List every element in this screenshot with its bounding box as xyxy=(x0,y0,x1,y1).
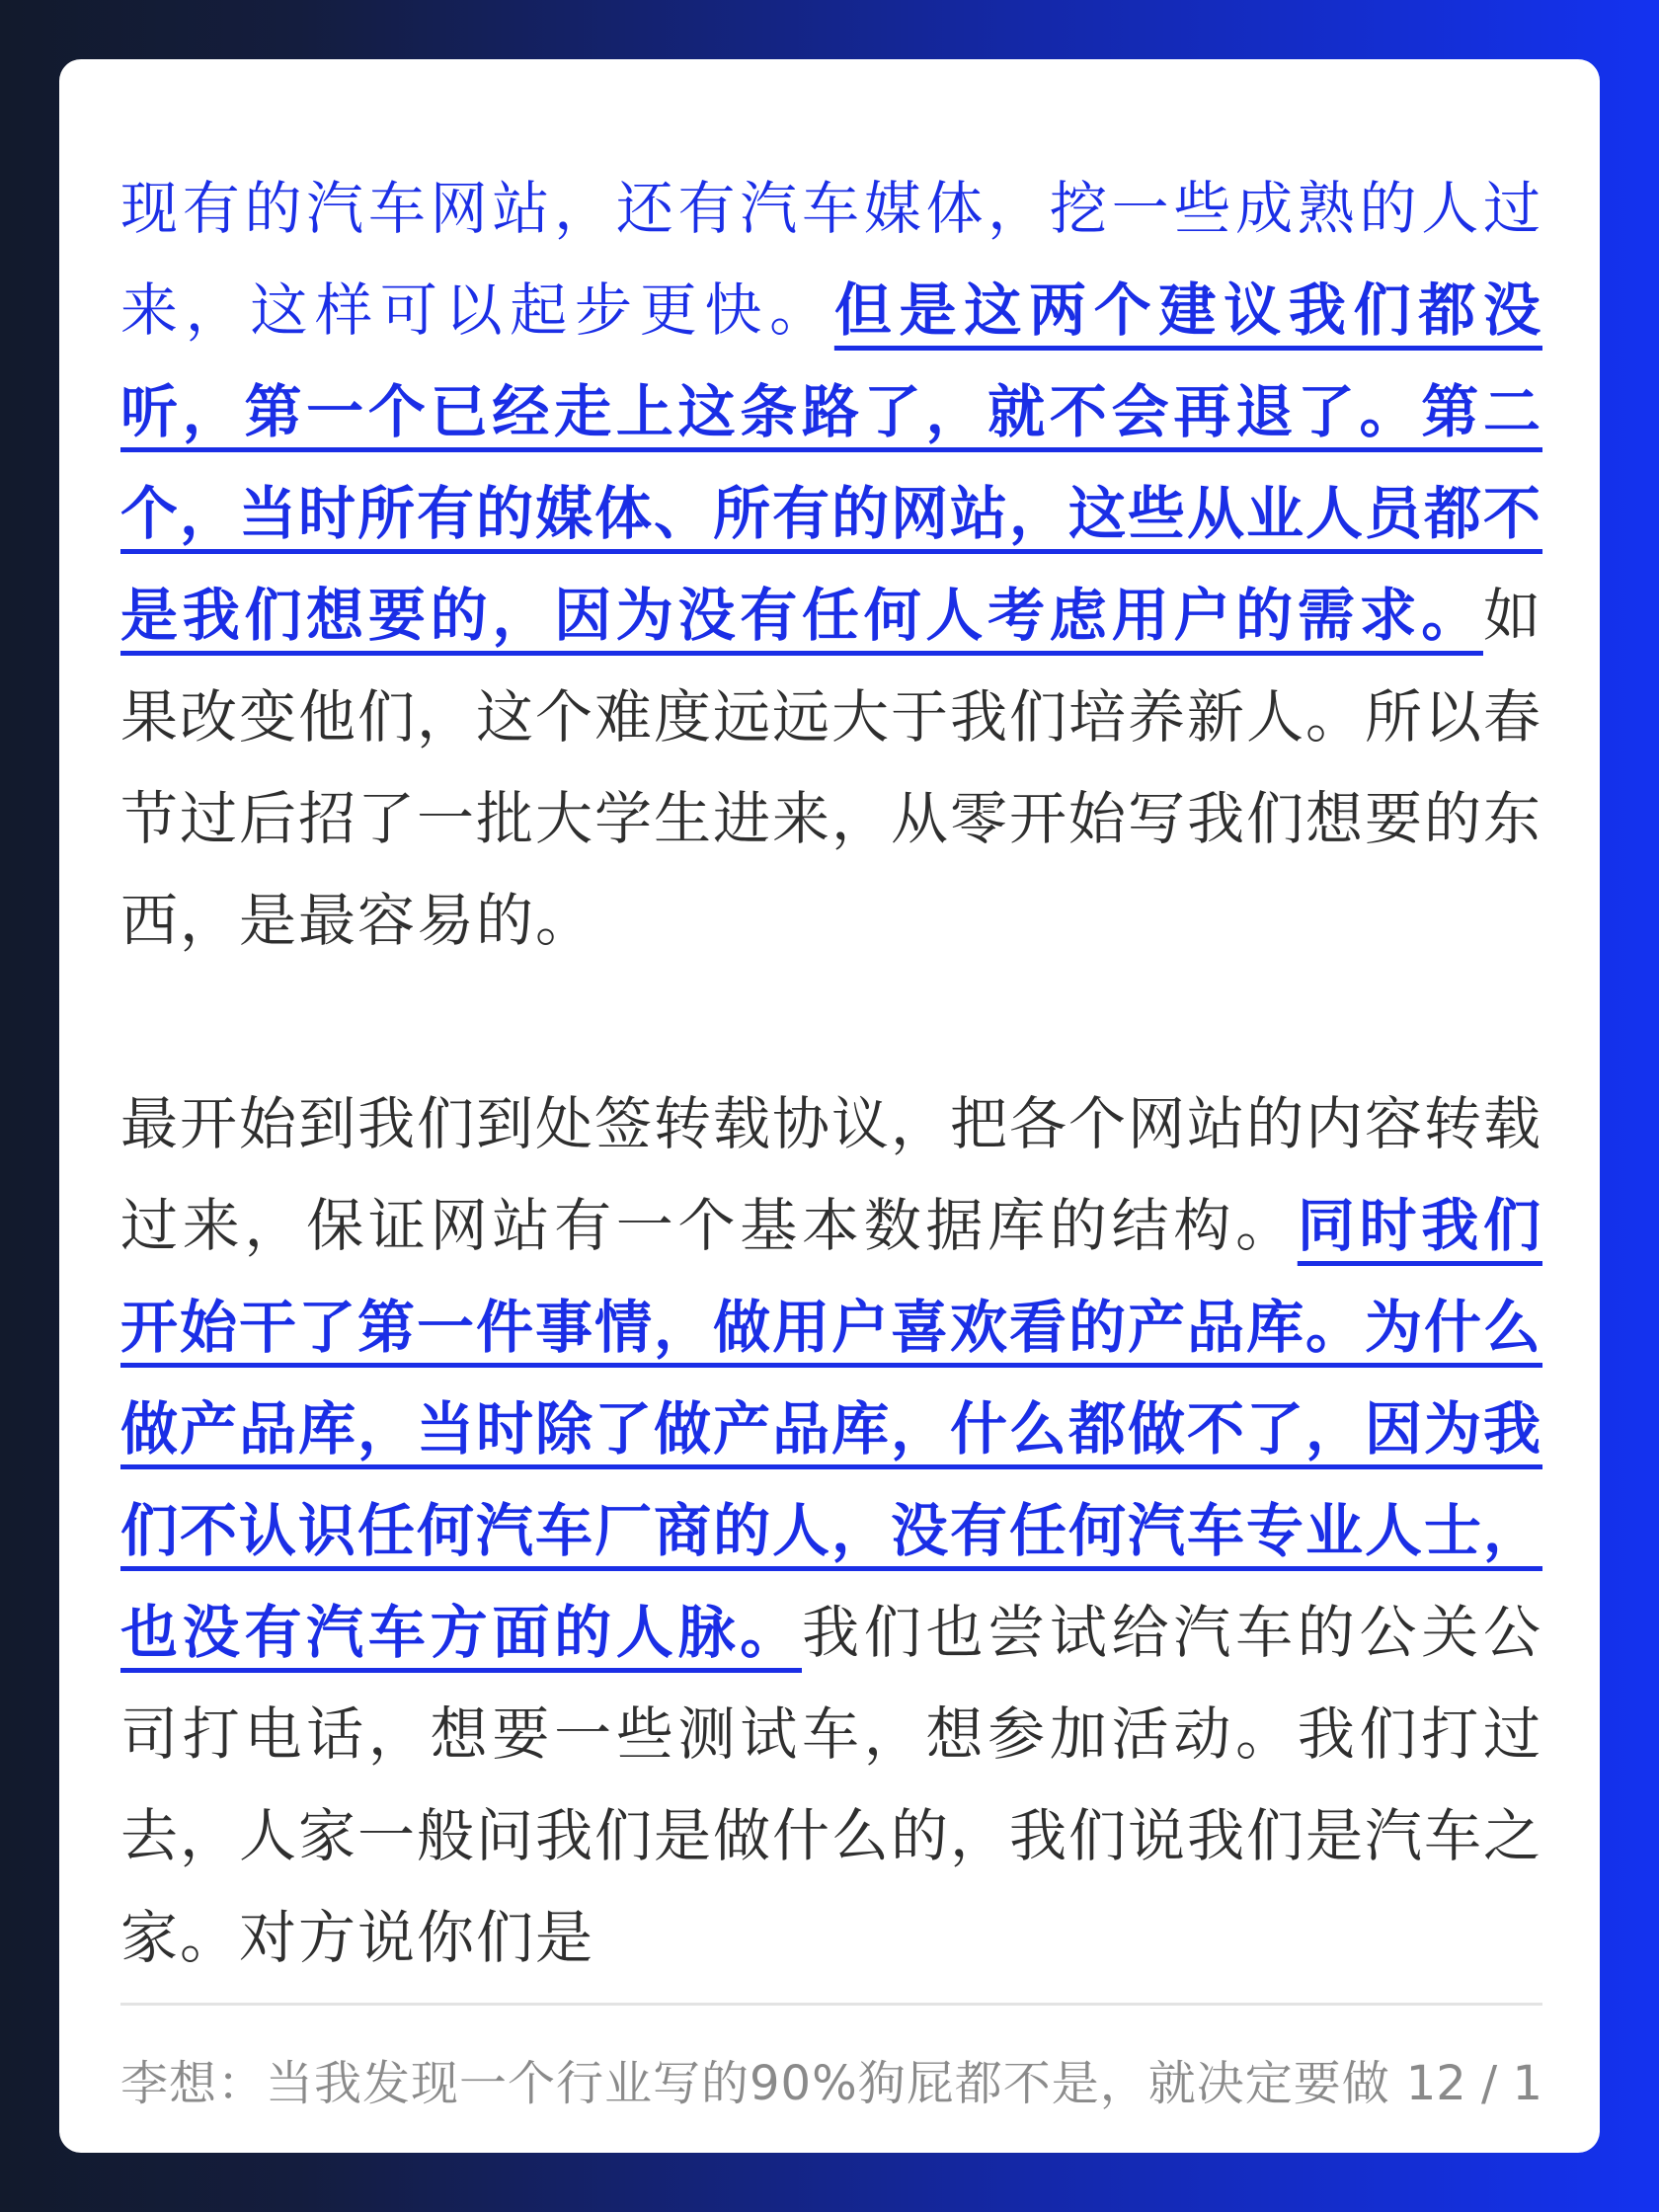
highlighted-quote: 同时我们开始干了第一件事情，做用户喜欢看的产品库。为什么做产品库，当时除了做产品库，什么都做不了，因为我们不认识任何汽车厂商的人，没有任何汽车专业人士，也没有汽车方面的人脉。 xyxy=(120,1192,1543,1666)
highlighted-quote: 但是这两个建议我们都没听，第一个已经走上这条路了，就不会再退了。第二个，当时所有的媒体、所有的网站，这些从业人员都不是我们想要的，因为没有任何人考虑用户的需求。 xyxy=(120,276,1543,649)
blue-text: 现有的汽车网站，还有汽车媒体，挖一些成熟的人过来，这样可以起步更快。 xyxy=(120,175,1542,344)
article-body xyxy=(120,158,1542,1989)
article-title: 李想：当我发现一个行业写的90%狗屁都不是，就决定要做 xyxy=(120,2056,1390,2111)
footer xyxy=(120,2054,1542,2113)
body-text: 最开始到我们到处签转载协议，把各个网站的内容转载过来，保证网站有一个基本数据库的结构。 xyxy=(120,1090,1543,1259)
article-card xyxy=(59,59,1600,2153)
paragraph-2 xyxy=(120,1073,1542,1989)
body-text: 我们也尝试给汽车的公关公司打电话，想要一些测试车，想参加活动。我们打过去，人家一般问我们是做什么的，我们说我们是汽车之家。对方说你们是 xyxy=(120,1599,1543,1971)
body-text: 如果改变他们，这个难度远远大于我们培养新人。所以春节过后招了一批大学生进来，从零开始写我们想要的东西，是最容易的。 xyxy=(120,582,1543,954)
footer-divider xyxy=(120,2003,1542,2006)
page-indicator: 12 / 1 xyxy=(1405,2056,1542,2111)
paragraph-1 xyxy=(120,158,1542,972)
